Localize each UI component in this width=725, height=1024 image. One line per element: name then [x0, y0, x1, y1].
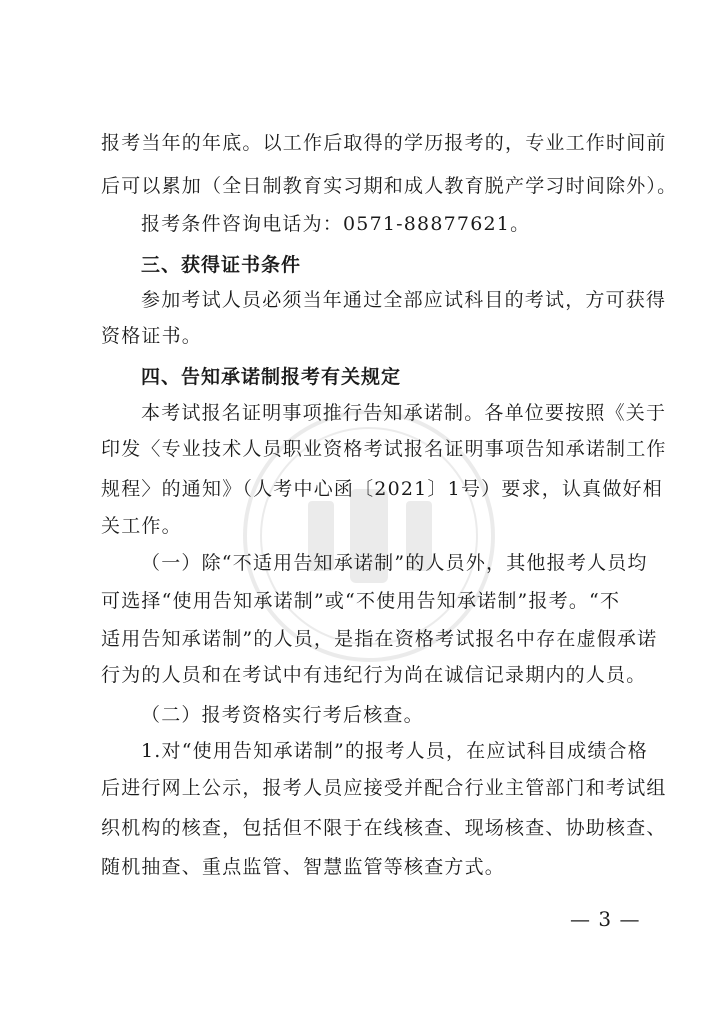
section-heading: 三、获得证书条件: [141, 254, 302, 276]
text-line: 后进行网上公示，报考人员应接受并配合行业主管部门和考试组: [101, 777, 667, 799]
text-line: 织机构的核查，包括但不限于在线核查、现场核查、协助核查、: [101, 817, 667, 839]
text-line: 报考当年的年底。以工作后取得的学历报考的，专业工作时间前: [101, 132, 667, 154]
text-line: 资格证书。: [101, 325, 203, 347]
text-line: 本考试报名证明事项推行告知承诺制。各单位要按照《关于: [141, 402, 667, 424]
section-heading: 四、告知承诺制报考有关规定: [141, 366, 402, 388]
text-line: 关工作。: [101, 515, 182, 537]
page-number: — 3 —: [570, 907, 641, 931]
text-line: 1.对“使用告知承诺制”的报考人员，在应试科目成绩合格: [141, 740, 648, 762]
text-line: 规程〉的通知》（人考中心函〔2021〕1号）要求，认真做好相: [101, 478, 663, 500]
text-line: 适用告知承诺制”的人员，是指在资格考试报名中存在虚假承诺: [101, 628, 658, 650]
text-line: 可选择“使用告知承诺制”或“不使用告知承诺制”报考。“不: [101, 590, 621, 612]
text-line: 后可以累加（全日制教育实习期和成人教育脱产学习时间除外）。: [101, 175, 678, 197]
text-line: 印发〈专业技术人员职业资格考试报名证明事项告知承诺制工作: [101, 438, 667, 460]
text-line: 行为的人员和在考试中有违纪行为尚在诚信记录期内的人员。: [101, 664, 647, 686]
text-line: （二）报考资格实行考后核查。: [141, 704, 424, 726]
text-line: 报考条件咨询电话为：0571-88877621。: [141, 213, 531, 235]
text-line: 参加考试人员必须当年通过全部应试科目的考试，方可获得: [141, 289, 667, 311]
text-line: （一）除“不适用告知承诺制”的人员外，其他报考人员均: [141, 552, 648, 574]
text-line: 随机抽查、重点监管、智慧监管等核查方式。: [101, 856, 506, 878]
